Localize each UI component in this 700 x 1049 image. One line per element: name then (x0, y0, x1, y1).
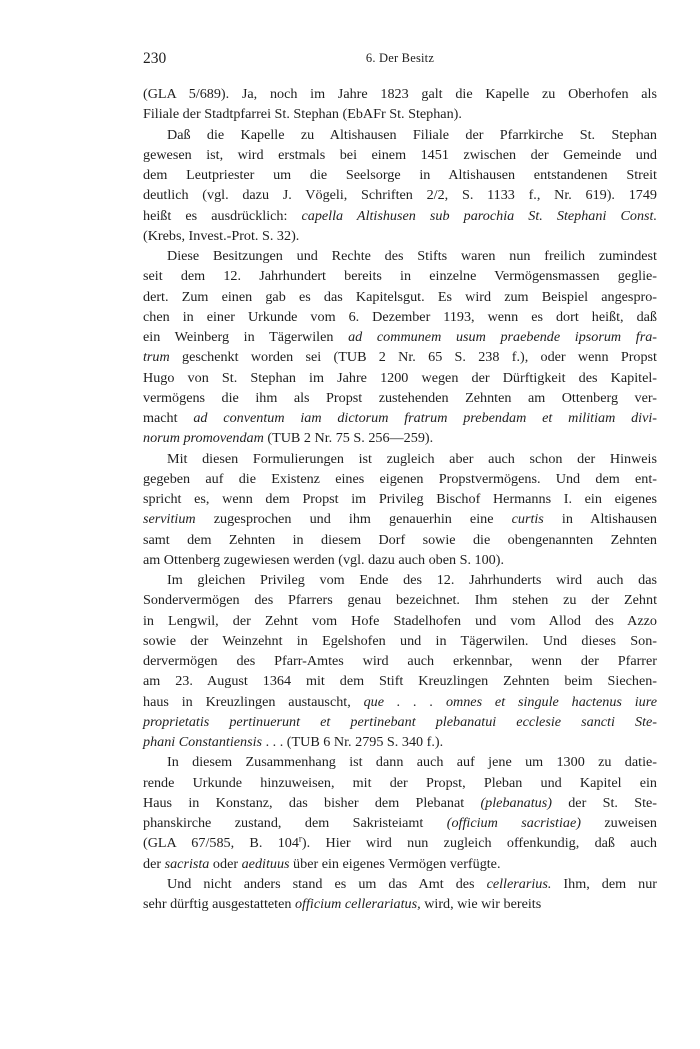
paragraph (143, 125, 657, 247)
text-line (143, 327, 657, 347)
text-line (143, 408, 657, 428)
latin-phrase: ad conventum iam dictorum fratrum prebendam et militiam divi- (193, 410, 657, 426)
text-line (143, 489, 657, 509)
text-run: (Krebs, Invest.-Prot. S. 32). (143, 227, 300, 244)
text-run: vermögens die ihm als Propst zustehenden Zehnten am Ottenberg ver- (143, 389, 657, 406)
latin-phrase: officium cellerariatus, (294, 896, 421, 912)
text-run: über ein eigenes Vermögen verfügte. (289, 855, 501, 872)
text-run: (GLA 5/689). Ja, noch im Jahre 1823 galt die Kapelle zu Oberhofen als (143, 86, 657, 102)
text-run: am 23. August 1364 mit dem Stift Kreuzlingen Zehnten beim Siechen- (143, 673, 657, 690)
superscript: r (298, 833, 302, 844)
text-line (143, 388, 657, 408)
text-line (143, 509, 657, 529)
text-run: Hugo von St. Stephan im Jahre 1200 wegen der Dürftigkeit des Kapitel- (143, 369, 657, 386)
text-line (143, 752, 657, 772)
text-line (143, 368, 657, 388)
text-line (143, 165, 657, 185)
text-line (143, 428, 657, 448)
latin-phrase: que . . . omnes et singule hactenus iure (363, 693, 657, 710)
text-run: In diesem Zusammenhang ist dann auch auf jene um 1300 zu datie- (167, 754, 657, 771)
text-line (143, 671, 657, 691)
text-line (143, 307, 657, 327)
text-line (143, 104, 657, 124)
paragraph (143, 752, 657, 874)
latin-phrase: curtis (511, 511, 544, 528)
text-line (143, 570, 657, 590)
text-run: Filiale der Stadtpfarrei St. Stephan (EbAFr St. Stephan). (143, 106, 462, 123)
text-line (143, 692, 657, 712)
text-line (143, 145, 657, 165)
text-run: der (143, 855, 165, 872)
text-run: am Ottenberg zugewiesen werden (vgl. dazu auch oben S. 100). (143, 551, 504, 568)
text-run: gegeben auf die Existenz eines eigenen Propstvermögens. Und dem ent- (143, 470, 657, 487)
text-line (143, 611, 657, 631)
text-run: Und nicht anders stand es um das Amt des (167, 875, 487, 892)
text-line (143, 590, 657, 610)
text-run: (TUB 2 Nr. 75 S. 256—259). (263, 430, 434, 447)
page-header (143, 50, 657, 74)
paragraph (143, 874, 657, 915)
text-run: ). Hier wird nun zugleich offenkundig, daß auch (301, 835, 657, 852)
text-line (143, 550, 657, 570)
text-run: haus in Kreuzlingen austauscht, (143, 693, 364, 710)
text-run: sehr dürftig ausgestatteten (143, 896, 295, 912)
latin-phrase: proprietatis pertinuerunt et pertinebant plebanatui ecclesie sancti Ste- (143, 713, 657, 730)
text-line (143, 206, 657, 226)
text-run: Ihm, dem nur (551, 875, 657, 892)
text-run: . . . (TUB 6 Nr. 2795 S. 340 f.). (262, 734, 444, 750)
latin-phrase: sacrista (164, 855, 210, 872)
text-run: zugesprochen und ihm genauerhin eine (195, 511, 512, 528)
text-line (143, 732, 657, 752)
text-run: sowie der Weinzehnt in Egelshofen und in Tägerwilen. Und dieses Son- (143, 632, 657, 649)
text-line (143, 287, 657, 307)
text-run: heißt es ausdrücklich: (143, 207, 302, 224)
paragraph (143, 449, 657, 571)
latin-phrase: trum (143, 349, 170, 366)
body-text (143, 84, 657, 914)
latin-phrase: servitium (143, 511, 196, 528)
text-run: oder (209, 855, 242, 872)
text-line (143, 84, 657, 104)
text-line (143, 813, 657, 833)
text-line (143, 185, 657, 205)
paragraph (143, 84, 657, 125)
text-run: dem Leutpriester um die Seelsorge in Altishausen entstandenen Streit (143, 167, 657, 183)
text-run: (GLA 67/585, B. 104 (143, 835, 299, 852)
text-run: dervermögen des Pfarr-Amtes wird auch erkennbar, wenn der Pfarrer (143, 653, 657, 669)
text-line (143, 773, 657, 793)
text-run: wird, wie wir bereits (420, 896, 542, 912)
text-line (143, 246, 657, 266)
text-line (143, 793, 657, 813)
text-run: deutlich (vgl. dazu J. Vögeli, Schriften 2/2, S. 1133 f., Nr. 619). 1749 (143, 187, 657, 204)
text-run: Diese Besitzungen und Rechte des Stifts waren nun freilich zumindest (167, 248, 657, 264)
page-number: 230 (143, 50, 167, 67)
latin-phrase: norum promovendam (143, 430, 264, 447)
text-line (143, 266, 657, 286)
text-run: Sondervermögen des Pfarrers genau bezeichnet. Ihm stehen zu der Zehnt (143, 592, 657, 609)
text-run: Mit diesen Formulierungen ist zugleich aber auch schon der Hinweis (167, 450, 657, 467)
text-run: in Lengwil, der Zehnt vom Hofe Stadelhofen und vom Allod des Azzo (143, 612, 657, 629)
latin-phrase: aedituus (241, 855, 290, 872)
text-line (143, 712, 657, 732)
text-run: seit dem 12. Jahrhundert bereits in einzelne Vermögensmassen geglie- (143, 268, 657, 285)
paragraph (143, 246, 657, 449)
latin-phrase: capella Altishusen sub parochia St. Stephani Const. (301, 207, 657, 224)
text-run: phanskirche zustand, dem Sakristeiamt (143, 815, 447, 831)
text-line (143, 854, 657, 874)
latin-phrase: cellerarius. (486, 875, 552, 892)
latin-phrase: (officium sacristiae) (446, 815, 581, 831)
latin-phrase: phani Constantiensis (143, 734, 263, 750)
text-run: ein Weinberg in Tägerwilen (143, 329, 349, 345)
text-run: der St. Ste- (551, 794, 657, 811)
text-run: Daß die Kapelle zu Altishausen Filiale der Pfarrkirche St. Stephan (167, 126, 657, 143)
text-line (143, 833, 657, 853)
text-run: Im gleichen Privileg vom Ende des 12. Jahrhunderts wird auch das (167, 572, 657, 588)
text-run: Haus in Konstanz, das bisher dem Plebanat (143, 794, 481, 811)
paragraph (143, 570, 657, 752)
text-line (143, 125, 657, 145)
latin-phrase: ad communem usum praebende ipsorum fra- (348, 329, 657, 345)
text-line (143, 226, 657, 246)
text-line (143, 449, 657, 469)
text-line (143, 651, 657, 671)
text-run: in Altishausen (543, 511, 658, 528)
text-run: rende Urkunde hinzuweisen, mit der Propst, Pleban und Kapitel ein (143, 774, 657, 791)
text-run: dert. Zum einen gab es das Kapitelsgut. Es wird zum Beispiel angespro- (143, 288, 657, 305)
text-run: macht (143, 410, 194, 426)
text-line (143, 469, 657, 489)
text-run: gewesen ist, wird erstmals bei einem 1451 zwischen der Gemeinde und (143, 146, 657, 163)
text-line (143, 874, 657, 894)
running-head: 6. Der Besitz (365, 51, 435, 65)
text-run: geschenkt worden sei (TUB 2 Nr. 65 S. 238 f.), oder wenn Propst (169, 349, 657, 366)
text-line (143, 347, 657, 367)
text-line (143, 530, 657, 550)
text-run: samt dem Zehnten in diesem Dorf sowie die obengenannten Zehnten (143, 531, 657, 548)
text-run: chen in einer Urkunde vom 6. Dezember 1193, wenn es dort heißt, daß (143, 308, 657, 325)
latin-phrase: (plebanatus) (480, 794, 552, 811)
text-run: spricht es, wenn dem Propst im Privileg Bischof Hermanns I. ein eigenes (143, 491, 657, 507)
text-run: zuweisen (580, 815, 657, 831)
text-line (143, 894, 657, 914)
text-line (143, 631, 657, 651)
